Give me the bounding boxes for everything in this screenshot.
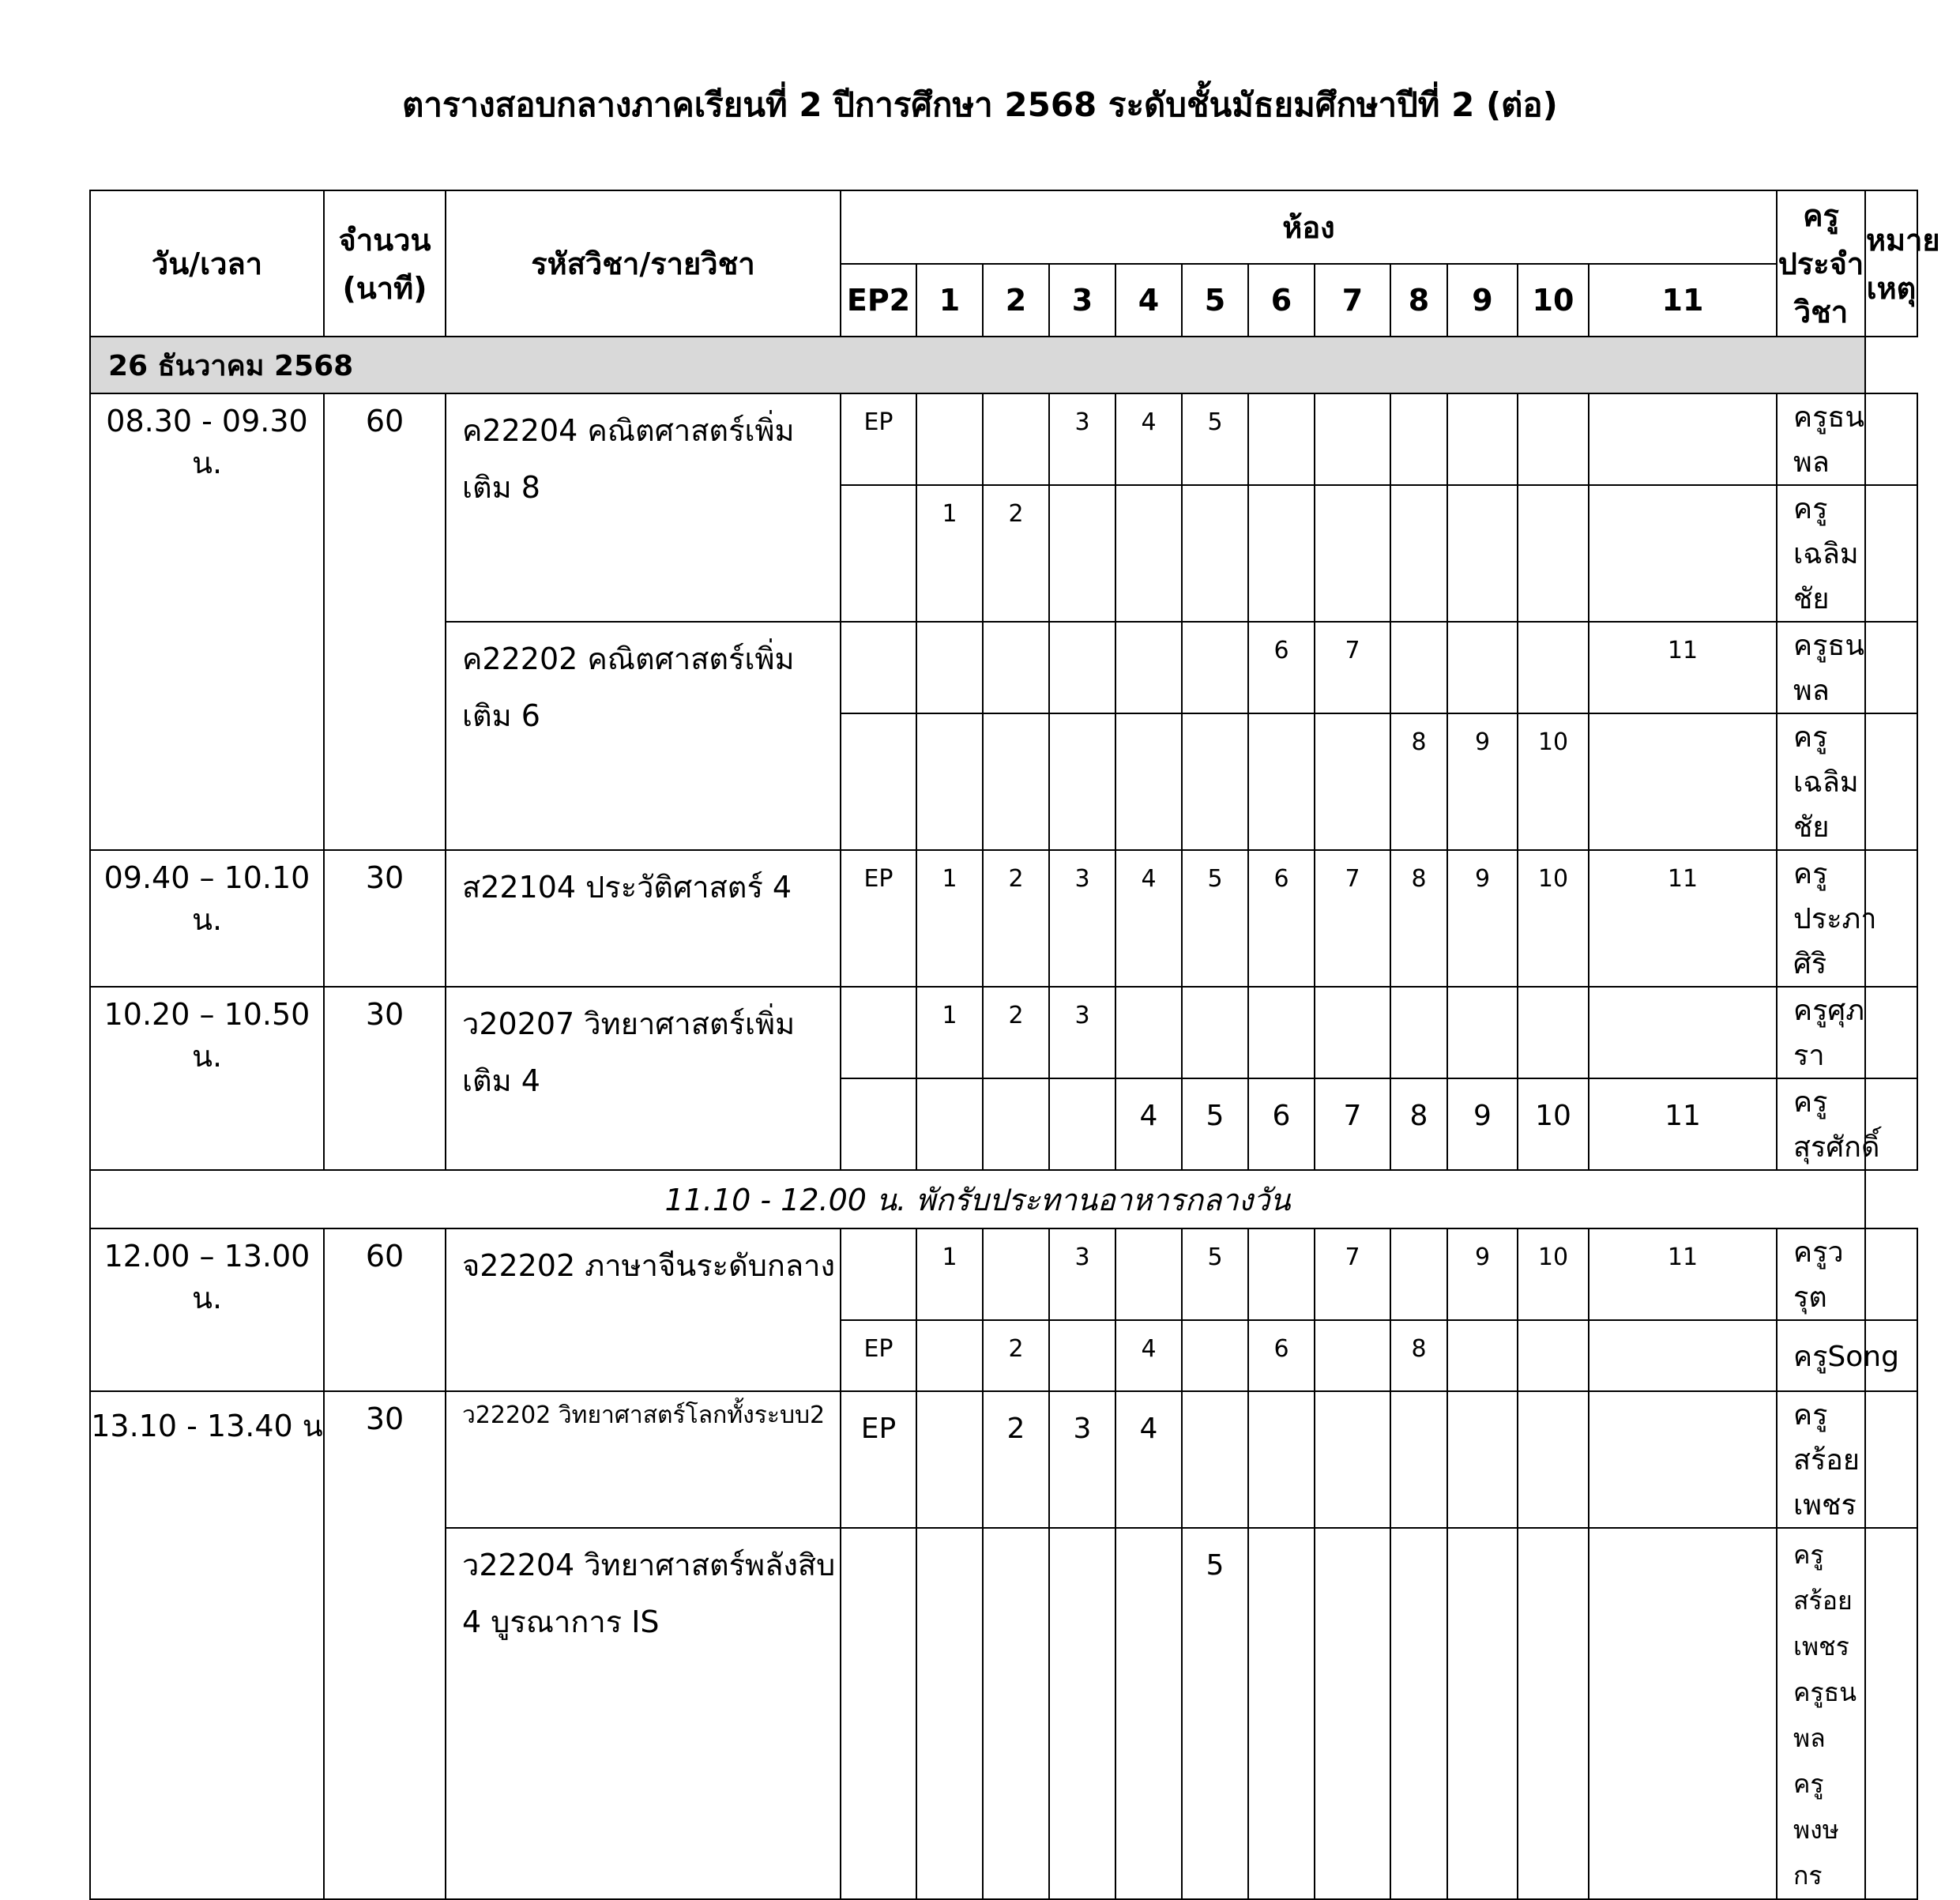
exam-time: 13.10 - 13.40 น — [90, 1391, 324, 1899]
room-cell — [1315, 393, 1390, 485]
teacher-name: ครูSong — [1777, 1320, 1865, 1391]
room-cell: 3 — [1049, 393, 1115, 485]
room-cell: 4 — [1115, 1320, 1182, 1391]
room-cell — [1248, 393, 1315, 485]
room-cell: 9 — [1447, 850, 1518, 987]
room-cell — [916, 393, 983, 485]
room-header-7: 7 — [1315, 264, 1390, 337]
room-cell — [1315, 1391, 1390, 1528]
room-header-4: 4 — [1115, 264, 1182, 337]
room-cell — [1518, 485, 1589, 622]
room-cell — [916, 622, 983, 713]
room-cell — [983, 1078, 1049, 1170]
room-cell: 1 — [916, 485, 983, 622]
room-cell: 4 — [1115, 1391, 1182, 1528]
subject-name: ค22202 คณิตศาสตร์เพิ่มเติม 6 — [446, 622, 841, 850]
room-cell — [1115, 987, 1182, 1078]
note-cell — [1865, 1528, 1917, 1899]
room-cell — [1248, 1391, 1315, 1528]
room-cell: EP — [841, 1320, 916, 1391]
note-cell — [1865, 393, 1917, 485]
room-cell — [1447, 485, 1518, 622]
room-cell — [841, 485, 916, 622]
teacher-name: ครูธนพล — [1777, 393, 1865, 485]
room-cell: EP — [841, 393, 916, 485]
room-cell: 9 — [1447, 1228, 1518, 1320]
room-cell — [1589, 1320, 1777, 1391]
table-row — [90, 393, 1917, 485]
room-header-10: 10 — [1518, 264, 1589, 337]
room-cell — [1049, 622, 1115, 713]
room-cell — [1518, 987, 1589, 1078]
room-cell: 7 — [1315, 1228, 1390, 1320]
room-cell — [841, 987, 916, 1078]
room-cell — [983, 393, 1049, 485]
exam-time: 12.00 – 13.00 น. — [90, 1228, 324, 1391]
table-row — [90, 1391, 1917, 1528]
subject-name: จ22202 ภาษาจีนระดับกลาง — [446, 1228, 841, 1391]
room-cell — [1182, 485, 1248, 622]
room-cell — [1447, 987, 1518, 1078]
room-cell: 11 — [1589, 1228, 1777, 1320]
room-cell: 7 — [1315, 622, 1390, 713]
room-cell: 5 — [1182, 1078, 1248, 1170]
date-row — [90, 337, 1917, 393]
room-cell — [1589, 713, 1777, 850]
room-cell — [1182, 1391, 1248, 1528]
room-cell — [841, 1528, 916, 1899]
room-cell — [916, 1528, 983, 1899]
room-cell: 2 — [983, 1391, 1049, 1528]
room-cell: 2 — [983, 987, 1049, 1078]
lunch-break-row — [90, 1170, 1917, 1228]
teacher-name: ครูวรุต — [1777, 1228, 1865, 1320]
room-cell — [1049, 1078, 1115, 1170]
subject-name: ว20207 วิทยาศาสตร์เพิ่มเติม 4 — [446, 987, 841, 1170]
room-cell — [1390, 1391, 1447, 1528]
room-header-ep2: EP2 — [841, 264, 916, 337]
room-cell — [1589, 485, 1777, 622]
room-cell — [1182, 622, 1248, 713]
room-cell — [1447, 1320, 1518, 1391]
table-row — [90, 987, 1917, 1078]
room-cell — [983, 713, 1049, 850]
header-time: วัน/เวลา — [90, 190, 324, 337]
room-cell — [1315, 987, 1390, 1078]
room-cell: 1 — [916, 1228, 983, 1320]
room-cell — [916, 1320, 983, 1391]
room-cell — [1315, 485, 1390, 622]
room-cell — [1390, 393, 1447, 485]
exam-date: 26 ธันวาคม 2568 — [90, 337, 1865, 393]
room-cell — [1390, 1228, 1447, 1320]
room-header-1: 1 — [916, 264, 983, 337]
teacher-name: ครูเฉลิมชัย — [1777, 713, 1865, 850]
room-cell — [983, 1228, 1049, 1320]
teacher-name: ครูเฉลิมชัย — [1777, 485, 1865, 622]
teacher-name — [1777, 1528, 1865, 1899]
room-cell — [1049, 713, 1115, 850]
room-cell: 10 — [1518, 1078, 1589, 1170]
room-cell: 1 — [916, 850, 983, 987]
room-cell — [1315, 713, 1390, 850]
exam-duration: 30 — [324, 987, 446, 1170]
room-header-9: 9 — [1447, 264, 1518, 337]
room-cell: 11 — [1589, 622, 1777, 713]
note-cell — [1865, 987, 1917, 1078]
exam-time: 09.40 – 10.10 น. — [90, 850, 324, 987]
room-cell — [1248, 987, 1315, 1078]
room-cell — [1589, 393, 1777, 485]
page-title: ตารางสอบกลางภาคเรียนที่ 2 ปีการศึกษา 2568 ระดับชั้นมัธยมศึกษาปีที่ 2 (ต่อ) — [402, 85, 1558, 124]
room-cell — [1049, 1320, 1115, 1391]
teacher-name-line: ครูสร้อยเพชร — [1793, 1540, 1853, 1661]
room-cell — [1447, 1528, 1518, 1899]
room-cell — [916, 713, 983, 850]
room-cell: 8 — [1390, 1320, 1447, 1391]
header-row — [90, 190, 1917, 264]
room-cell — [1248, 1228, 1315, 1320]
header-teacher: ครูประจำ วิชา — [1777, 190, 1865, 337]
teacher-name: ครูสุรศักดิ์ — [1777, 1078, 1865, 1170]
room-cell — [1182, 713, 1248, 850]
note-cell — [1865, 622, 1917, 713]
header-subject: รหัสวิชา/รายวิชา — [446, 190, 841, 337]
room-cell: 4 — [1115, 850, 1182, 987]
room-cell: 10 — [1518, 1228, 1589, 1320]
exam-schedule-table — [89, 190, 1940, 1900]
table-row — [90, 1228, 1917, 1320]
note-cell — [1865, 713, 1917, 850]
teacher-name: ครูศุภรา — [1777, 987, 1865, 1078]
room-cell — [1390, 1528, 1447, 1899]
room-header-3: 3 — [1049, 264, 1115, 337]
room-cell — [1518, 1320, 1589, 1391]
room-cell: EP — [841, 1391, 916, 1528]
exam-duration: 30 — [324, 1391, 446, 1899]
room-cell — [841, 713, 916, 850]
room-cell — [1518, 1391, 1589, 1528]
room-cell — [841, 622, 916, 713]
room-cell — [841, 1228, 916, 1320]
room-cell — [1315, 1320, 1390, 1391]
room-header-2: 2 — [983, 264, 1049, 337]
room-cell — [1589, 987, 1777, 1078]
room-cell: 9 — [1447, 713, 1518, 850]
room-cell — [1248, 713, 1315, 850]
room-cell — [983, 1528, 1049, 1899]
room-cell: 10 — [1518, 713, 1589, 850]
room-cell — [1447, 1391, 1518, 1528]
table-row — [90, 850, 1917, 987]
room-cell: 4 — [1115, 393, 1182, 485]
room-cell: 3 — [1049, 1228, 1115, 1320]
room-cell — [916, 1078, 983, 1170]
exam-duration: 60 — [324, 393, 446, 850]
room-cell: 2 — [983, 485, 1049, 622]
room-cell — [1115, 1528, 1182, 1899]
room-header-5: 5 — [1182, 264, 1248, 337]
room-cell: 2 — [983, 1320, 1049, 1391]
note-cell — [1865, 1228, 1917, 1320]
teacher-name: ครูธนพล — [1777, 622, 1865, 713]
room-cell — [1115, 622, 1182, 713]
room-cell — [1518, 393, 1589, 485]
room-cell — [1589, 1391, 1777, 1528]
room-cell — [1049, 1528, 1115, 1899]
room-cell — [1390, 622, 1447, 713]
room-cell — [1589, 1528, 1777, 1899]
room-cell — [1447, 622, 1518, 713]
room-cell — [983, 622, 1049, 713]
room-cell — [1447, 393, 1518, 485]
subject-name: ค22204 คณิตศาสตร์เพิ่มเติม 8 — [446, 393, 841, 622]
room-cell: 6 — [1248, 1320, 1315, 1391]
room-cell: 6 — [1248, 622, 1315, 713]
teacher-name-line: ครูพงษกร — [1793, 1769, 1839, 1891]
subject-name: ว22202 วิทยาศาสตร์โลกทั้งระบบ2 — [446, 1391, 841, 1528]
room-cell — [1518, 622, 1589, 713]
exam-duration: 30 — [324, 850, 446, 987]
subject-name: ว22204 วิทยาศาสตร์พลังสิบ 4 บูรณาการ IS — [446, 1528, 841, 1899]
room-cell — [1115, 1228, 1182, 1320]
note-cell — [1865, 1391, 1917, 1528]
room-cell — [1049, 485, 1115, 622]
room-cell: 6 — [1248, 850, 1315, 987]
room-cell: 6 — [1248, 1078, 1315, 1170]
room-cell — [1248, 485, 1315, 622]
room-cell — [1315, 1528, 1390, 1899]
room-cell: 11 — [1589, 1078, 1777, 1170]
header-note: หมาย เหตุ — [1865, 190, 1917, 337]
room-cell: 5 — [1182, 1528, 1248, 1899]
room-cell — [1182, 1320, 1248, 1391]
room-cell: 8 — [1390, 713, 1447, 850]
exam-duration: 60 — [324, 1228, 446, 1391]
room-header-8: 8 — [1390, 264, 1447, 337]
room-cell: 3 — [1049, 1391, 1115, 1528]
room-cell — [1390, 485, 1447, 622]
room-cell — [1248, 1528, 1315, 1899]
room-cell: 11 — [1589, 850, 1777, 987]
room-cell: EP — [841, 850, 916, 987]
exam-time: 08.30 - 09.30 น. — [90, 393, 324, 850]
room-cell — [1182, 987, 1248, 1078]
room-cell: 8 — [1390, 1078, 1447, 1170]
note-cell — [1865, 485, 1917, 622]
room-cell: 2 — [983, 850, 1049, 987]
room-cell — [1390, 987, 1447, 1078]
room-cell: 1 — [916, 987, 983, 1078]
room-cell: 8 — [1390, 850, 1447, 987]
lunch-break: 11.10 - 12.00 น. พักรับประทานอาหารกลางวัน — [90, 1170, 1865, 1228]
room-header-6: 6 — [1248, 264, 1315, 337]
room-cell: 9 — [1447, 1078, 1518, 1170]
room-cell — [1115, 713, 1182, 850]
exam-time: 10.20 – 10.50 น. — [90, 987, 324, 1170]
room-cell — [1115, 485, 1182, 622]
room-cell: 3 — [1049, 850, 1115, 987]
room-cell: 7 — [1315, 850, 1390, 987]
teacher-name: ครูประภาศิริ — [1777, 850, 1865, 987]
room-cell: 5 — [1182, 1228, 1248, 1320]
room-cell: 7 — [1315, 1078, 1390, 1170]
room-cell — [916, 1391, 983, 1528]
room-header-11: 11 — [1589, 264, 1777, 337]
room-cell — [1518, 1528, 1589, 1899]
room-cell: 5 — [1182, 393, 1248, 485]
teacher-name-line: ครูธนพล — [1793, 1677, 1857, 1753]
room-cell: 4 — [1115, 1078, 1182, 1170]
header-duration: จำนวน (นาที) — [324, 190, 446, 337]
room-cell — [841, 1078, 916, 1170]
room-cell: 10 — [1518, 850, 1589, 987]
subject-name: ส22104 ประวัติศาสตร์ 4 — [446, 850, 841, 987]
room-cell: 3 — [1049, 987, 1115, 1078]
room-cell: 5 — [1182, 850, 1248, 987]
teacher-name: ครูสร้อยเพชร — [1777, 1391, 1865, 1528]
header-rooms: ห้อง — [841, 190, 1777, 264]
